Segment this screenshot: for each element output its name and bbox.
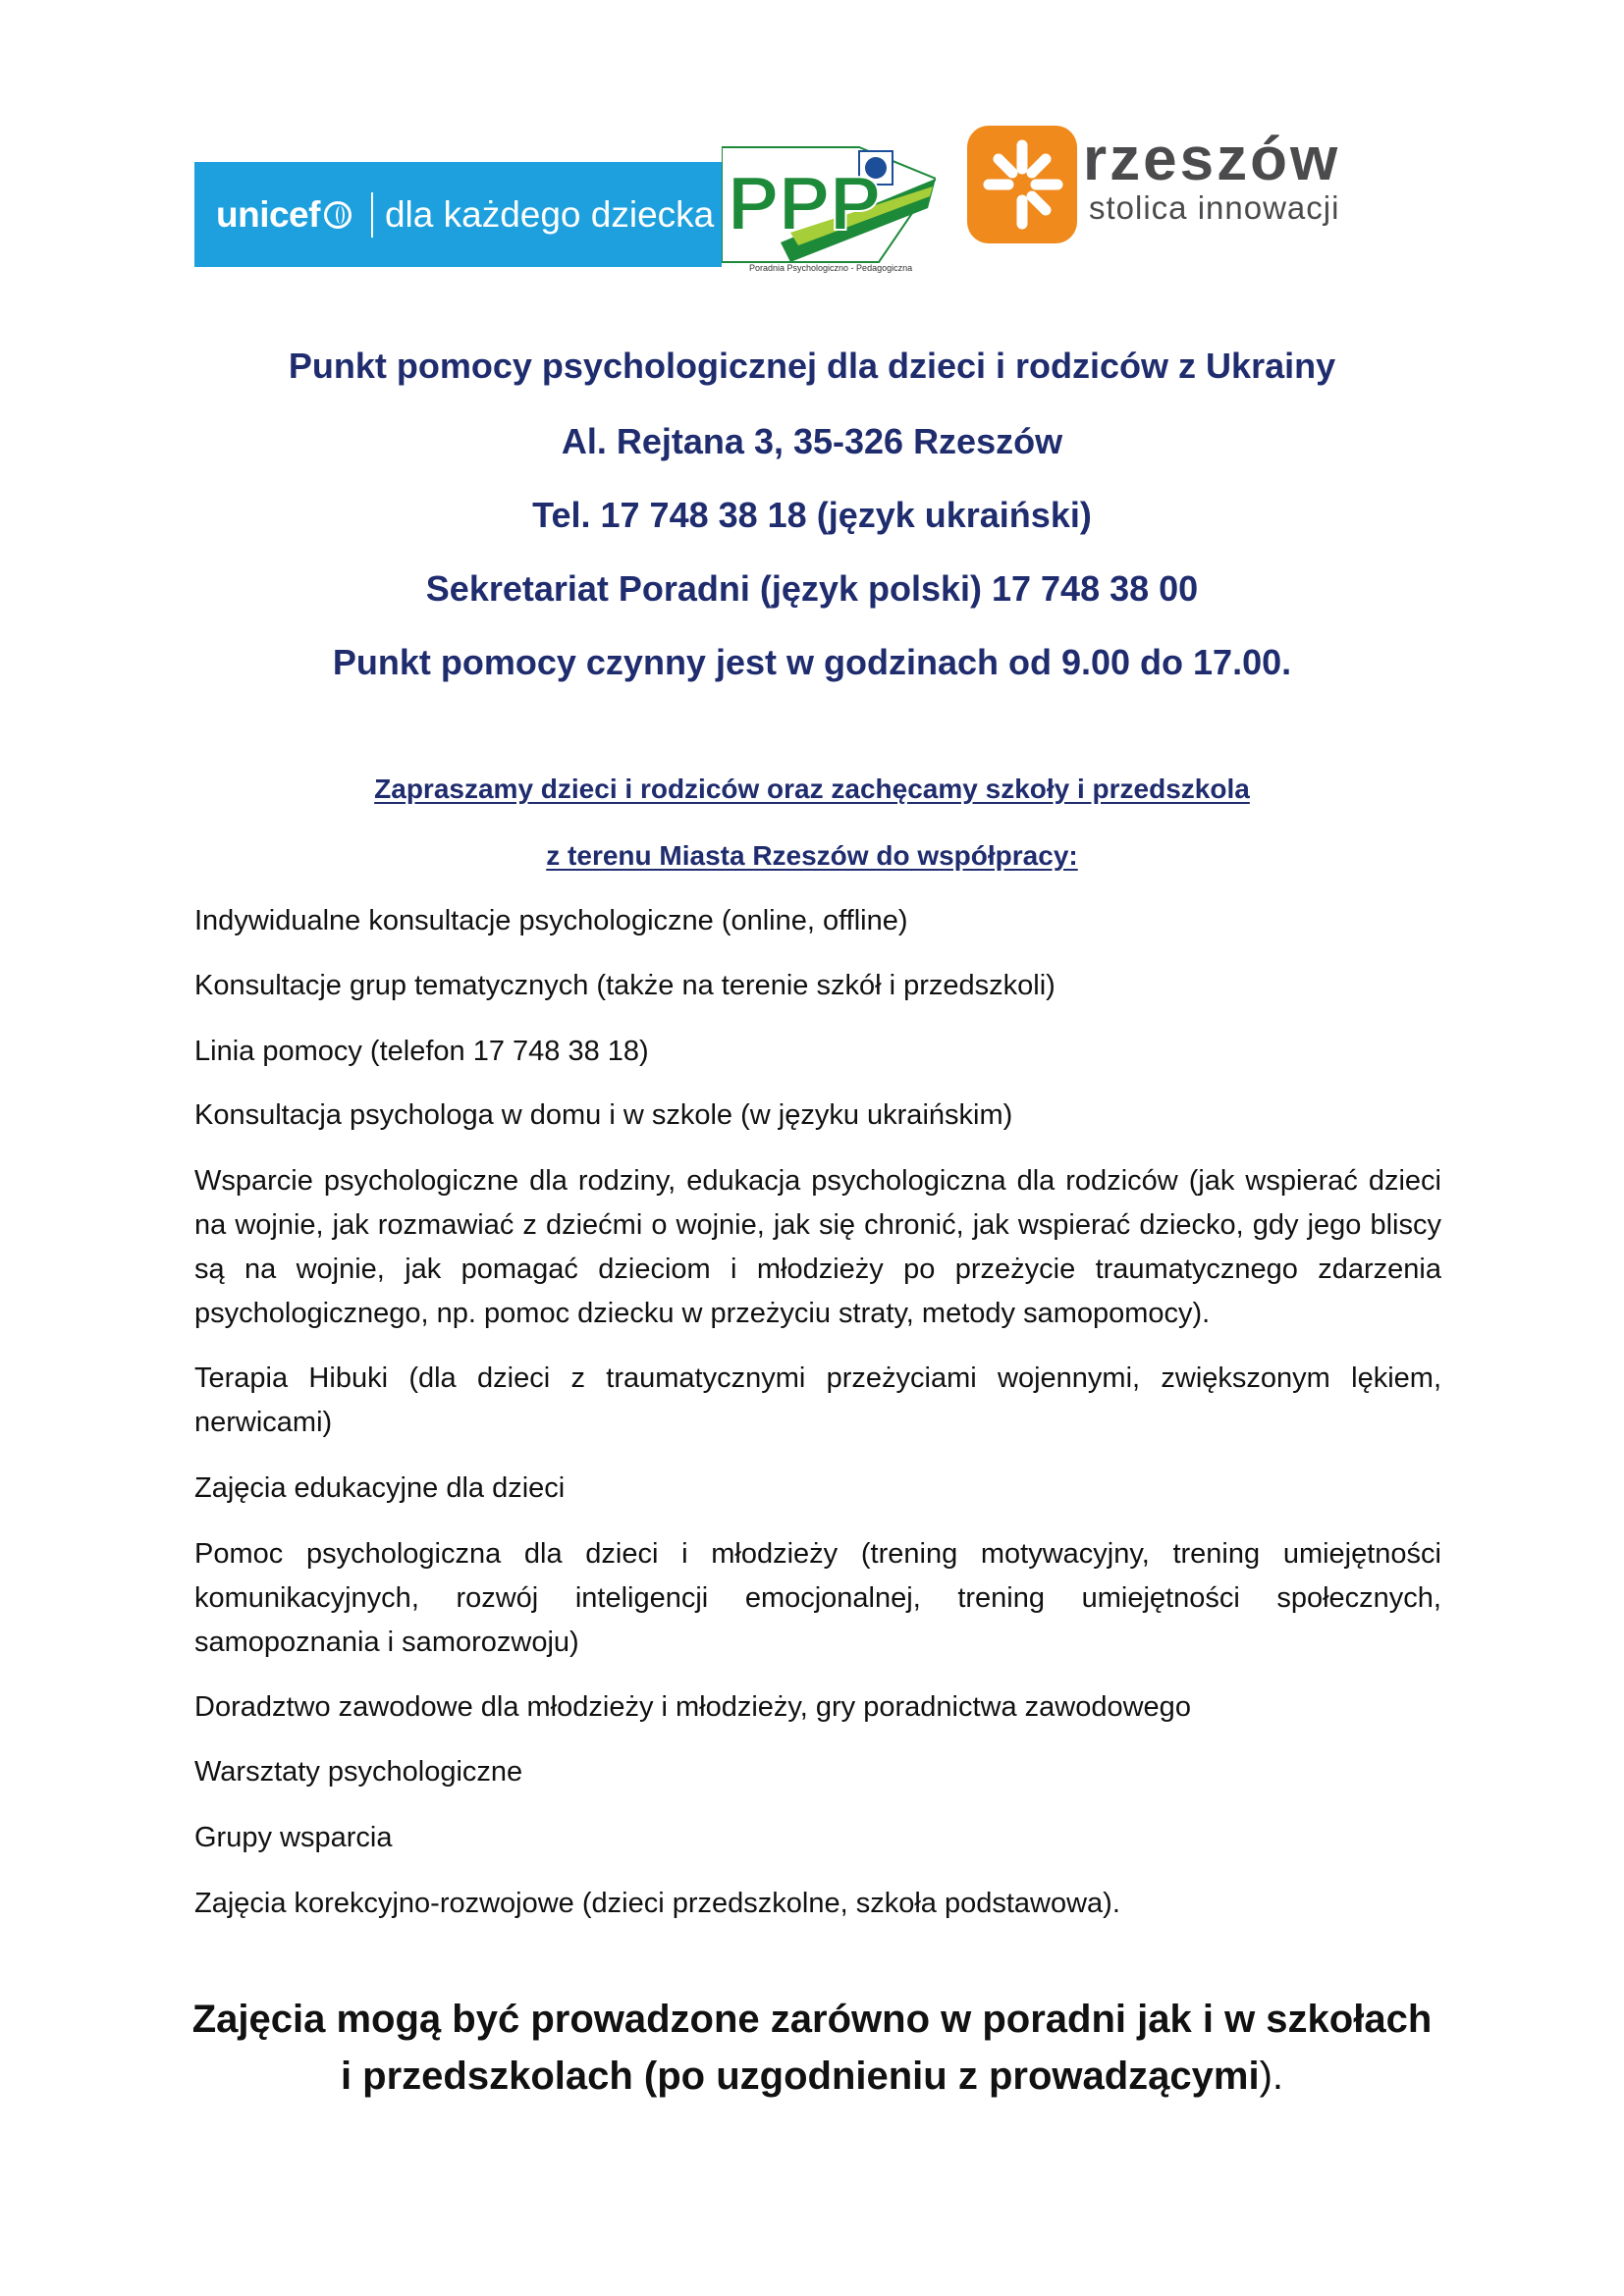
phone-secretariat: Sekretariat Poradni (język polski) 17 748 38 00 (425, 568, 1199, 609)
globe-icon (324, 201, 352, 229)
invitation-text-1: Zapraszamy dzieci i rodziców oraz zachęcamy szkoły i przedszkola (374, 774, 1250, 804)
unicef-brand: unicef (216, 193, 320, 235)
unicef-logo (194, 162, 722, 267)
unicef-tagline: dla każdego dziecka (384, 193, 715, 235)
list-item: Doradztwo zawodowe dla młodzieży i młodzieży, gry poradnictwa zawodowego (194, 1691, 1191, 1723)
list-item: Pomoc psychologiczna dla dzieci i młodzieży (trening motywacyjny, trening umiejętności komunikacyjnych, rozwój inteligencji emocjonalnej, trening umiejętności społecznych, samopoznania i samorozwoju) (194, 1538, 1441, 1658)
list-item: Zajęcia korekcyjno-rozwojowe (dzieci przedszkolne, szkoła podstawowa). (194, 1888, 1120, 1919)
closing-line-1: Zajęcia mogą być prowadzone zarówno w poradni jak i w szkołach (191, 1998, 1433, 2041)
list-item: Indywidualne konsultacje psychologiczne (online, offline) (194, 905, 908, 936)
list-item: Terapia Hibuki (dla dzieci z traumatycznymi przeżyciami wojennymi, zwiększonym lękiem, nerwicami) (194, 1362, 1441, 1438)
logo-divider (371, 192, 373, 238)
address: Al. Rejtana 3, 35-326 Rzeszów (561, 421, 1063, 461)
list-item: Konsultacje grup tematycznych (także na terenie szkół i przedszkoli) (194, 970, 1056, 1001)
rzeszow-name: rzeszów (1083, 126, 1341, 193)
rzeszow-logo (967, 126, 1360, 253)
logo-row (0, 118, 1624, 275)
page-title: Punkt pomocy psychologicznej dla dzieci i rodziców z Ukrainy (288, 346, 1336, 386)
closing-line-2 (0, 2050, 1624, 2103)
closing-text: i przedszkolach (po uzgodnieniu z prowadzącymi (340, 2055, 1260, 2098)
ppp-caption: Poradnia Psychologiczno - Pedagogiczna (749, 263, 913, 273)
list-item: Grupy wsparcia (194, 1822, 393, 1853)
list-item: Zajęcia edukacyjne dla dzieci (194, 1472, 566, 1504)
rzeszow-star-icon (967, 126, 1077, 243)
rzeszow-tagline: stolica innowacji (1089, 189, 1340, 226)
ppp-logo (722, 139, 936, 287)
ppp-letters: PPP (728, 160, 882, 246)
opening-hours: Punkt pomocy czynny jest w godzinach od 9.00 do 17.00. (332, 642, 1292, 682)
list-item: Warsztaty psychologiczne (194, 1756, 523, 1788)
invitation-line-1 (0, 772, 1624, 807)
invitation-line-2 (0, 838, 1624, 874)
list-item: Konsultacja psychologa w domu i w szkole (w języku ukraińskim) (194, 1099, 1013, 1131)
phone-ukrainian: Tel. 17 748 38 18 (język ukraiński) (532, 495, 1092, 535)
closing-end: ). (1259, 2055, 1284, 2098)
invitation-text-2: z terenu Miasta Rzeszów do współpracy: (546, 840, 1078, 871)
list-item: Linia pomocy (telefon 17 748 38 18) (194, 1036, 649, 1067)
list-item: Wsparcie psychologiczne dla rodziny, edukacja psychologiczna dla rodziców (jak wspierać dzieci na wojnie, jak rozmawiać z dziećmi o wojnie, jak się chronić, jak wspierać dziecko, gdy jego bliscy są na wojnie, jak pomagać dzieciom i młodzieży po przeżycie traumatycznego zdarzenia psychologicznego, np. pomoc dziecku w przeżyciu straty, metody samopomocy). (194, 1165, 1441, 1329)
